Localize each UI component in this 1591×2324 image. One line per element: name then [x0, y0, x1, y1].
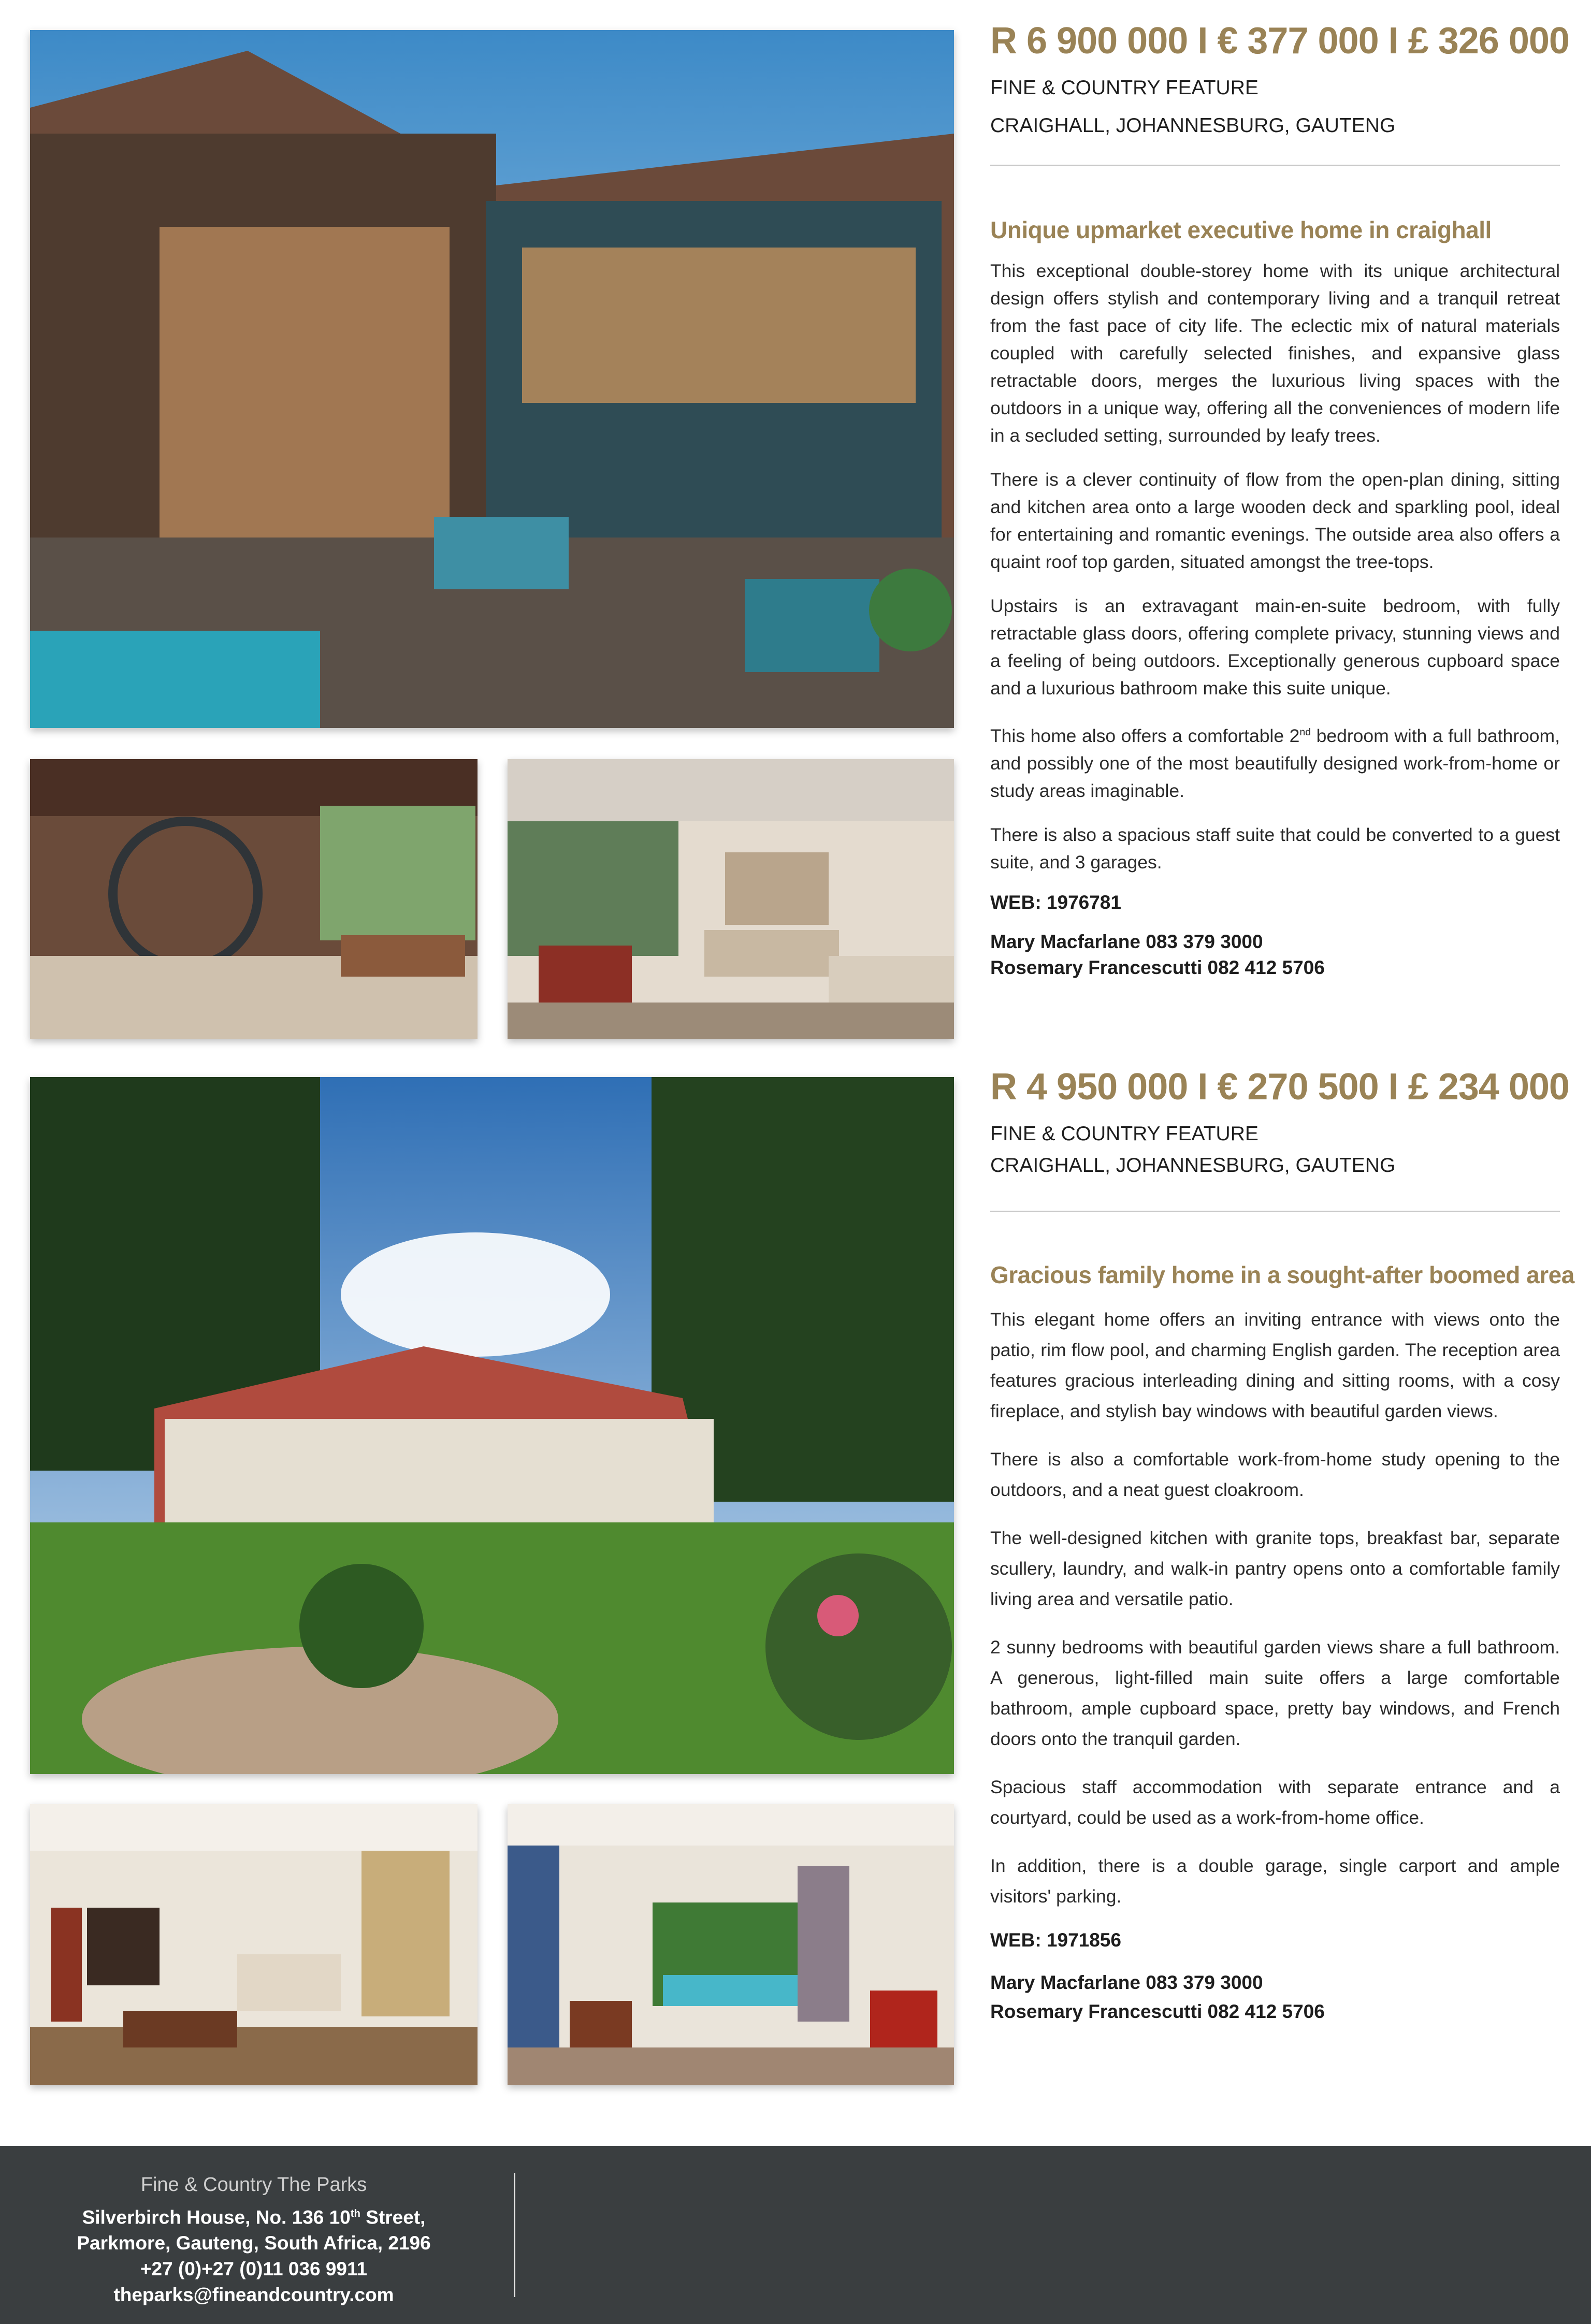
listing2-agent: Mary Macfarlane 083 379 3000 — [990, 1972, 1263, 1994]
listing1-lounge-photo — [508, 759, 954, 1039]
listing2-pool-view-photo — [508, 1804, 954, 2085]
listing2-agent: Rosemary Francescutti 082 412 5706 — [990, 2001, 1325, 2023]
footer-phone: +27 (0)+27 (0)11 036 9911 — [140, 2258, 368, 2280]
listing2-sitting-room-photo — [30, 1804, 478, 2085]
listing2-paragraph: The well-designed kitchen with granite tops, breakfast bar, separate scullery, laundry, and walk-in pantry opens onto a comfortable family living area and versatile patio. — [990, 1528, 1560, 1610]
listing2-paragraph: In addition, there is a double garage, single carport and ample visitors' parking. — [990, 1855, 1560, 1907]
listing1-agent: Mary Macfarlane 083 379 3000 — [990, 931, 1263, 953]
listing1-paragraph: This home also offers a comfortable 2nd bedroom with a full bathroom, and possibly one of the most beautifully designed work-from-home or study areas imaginable. — [990, 725, 1560, 802]
listing1-paragraph: There is a clever continuity of flow from the open-plan dining, sitting and kitchen area onto a large wooden deck and sparkling pool, ideal for entertaining and romantic evenings. The outside area also offers a quaint roof top garden, situated amongst the tree-tops. — [990, 469, 1560, 573]
listing1-divider — [990, 165, 1560, 166]
listing1-agent: Rosemary Francescutti 082 412 5706 — [990, 957, 1325, 979]
footer-email-link[interactable]: theparks@fineandcountry.com — [113, 2284, 394, 2306]
listing2-divider — [990, 1211, 1560, 1212]
listing2-price: R 4 950 000 I € 270 500 I £ 234 000 — [990, 1066, 1569, 1108]
listing2-paragraph: There is also a comfortable work-from-home study opening to the outdoors, and a neat guest cloakroom. — [990, 1449, 1560, 1501]
listing1-heading: Unique upmarket executive home in craighall — [990, 216, 1492, 244]
listing2-location: CRAIGHALL, JOHANNESBURG, GAUTENG — [990, 1154, 1396, 1176]
footer-address-line: Parkmore, Gauteng, South Africa, 2196 — [77, 2232, 431, 2254]
listing1-main-photo — [30, 30, 954, 728]
footer — [0, 2146, 1591, 2324]
listing1-staircase-photo — [30, 759, 478, 1039]
listing1-paragraph: There is also a spacious staff suite that could be converted to a guest suite, and 3 garages. — [990, 824, 1560, 873]
listing2-paragraph: Spacious staff accommodation with separate entrance and a courtyard, could be used as a work-from-home office. — [990, 1777, 1560, 1828]
listing-2 — [990, 1066, 1574, 2023]
listing1-paragraph: Upstairs is an extravagant main-en-suite bedroom, with fully retractable glass doors, offering complete privacy, stunning views and a feeling of being outdoors. Exceptionally generous cupboard space and a luxurious bathroom make this suite unique. — [990, 595, 1560, 699]
listing2-web-reference: WEB: 1971856 — [990, 1929, 1121, 1951]
footer-divider — [514, 2173, 515, 2297]
listing2-paragraph: 2 sunny bedrooms with beautiful garden views share a full bathroom. A generous, light-filled main suite offers a large comfortable bathroom, ample cupboard space, pretty bay windows, and French doors onto the tranquil garden. — [990, 1637, 1560, 1750]
listing2-feature: FINE & COUNTRY FEATURE — [990, 1123, 1259, 1145]
listing2-main-photo — [30, 1077, 954, 1774]
listing1-location: CRAIGHALL, JOHANNESBURG, GAUTENG — [990, 114, 1396, 137]
listing1-feature: FINE & COUNTRY FEATURE — [990, 77, 1259, 99]
footer-office-name: Fine & Country The Parks — [140, 2174, 367, 2196]
listing-1 — [990, 20, 1569, 979]
listing1-web-reference: WEB: 1976781 — [990, 892, 1121, 913]
footer-contact-block — [21, 2169, 487, 2308]
footer-address-line: Silverbirch House, No. 136 10th Street, — [82, 2206, 426, 2228]
listing2-paragraph: This elegant home offers an inviting entrance with views onto the patio, rim flow pool, and charming English garden. The reception area features gracious interleading dining and sitting rooms, with a cosy fireplace, and stylish bay windows with beautiful garden views. — [990, 1309, 1560, 1422]
listing2-heading: Gracious family home in a sought-after boomed area — [990, 1261, 1574, 1289]
listing1-paragraph: This exceptional double-storey home with its unique architectural design offers stylish and contemporary living and a tranquil retreat from the fast pace of city life. The eclectic mix of natural materials coupled with carefully selected finishes, and expansive glass retractable doors, merges the luxurious living spaces with the outdoors in a unique way, offering all the conveniences of modern life in a secluded setting, surrounded by leafy trees. — [990, 260, 1560, 446]
listing1-price: R 6 900 000 I € 377 000 I £ 326 000 — [990, 20, 1569, 62]
